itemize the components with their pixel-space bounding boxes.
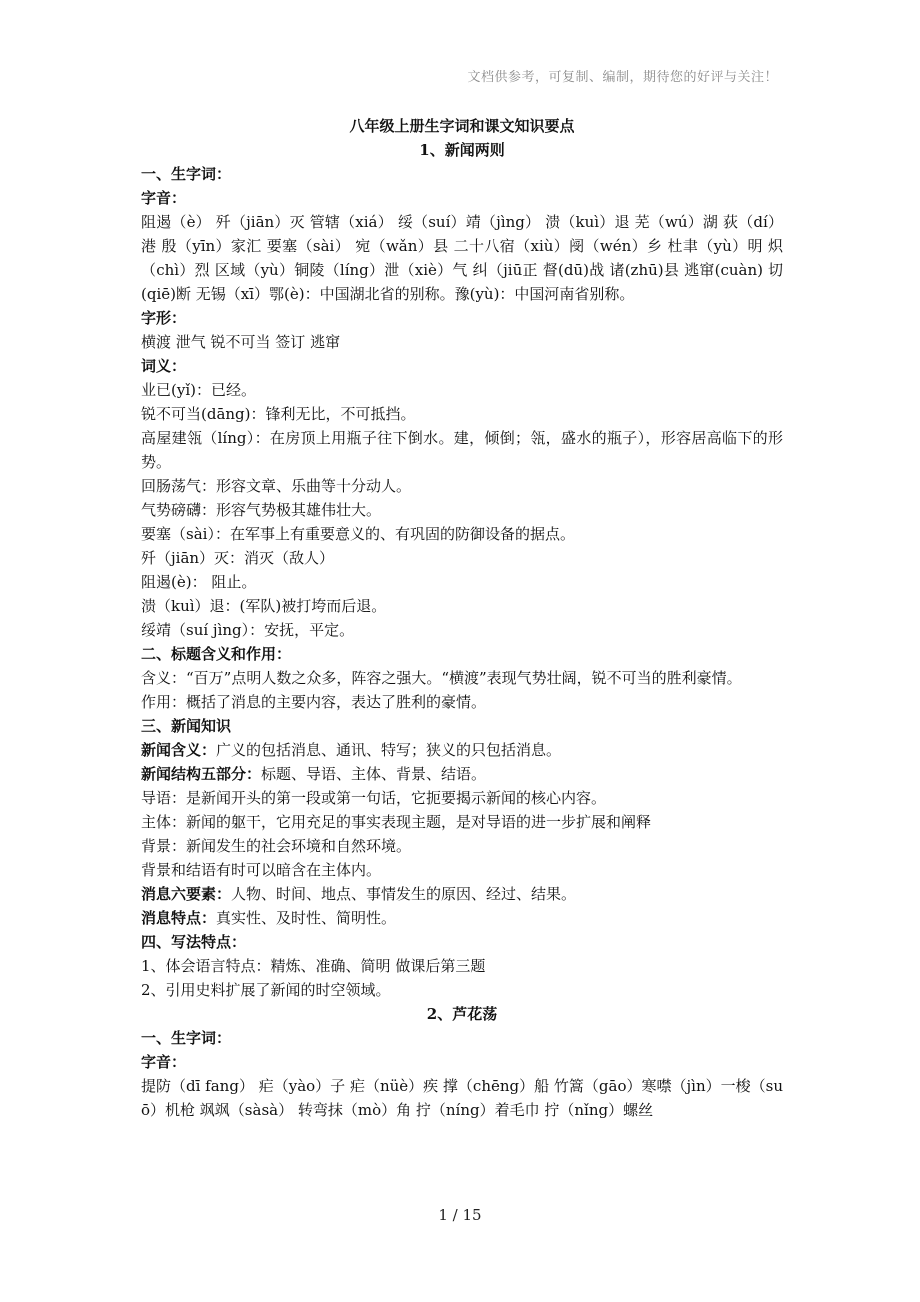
writing-item: 2、引用史料扩展了新闻的时空领域。 — [141, 981, 391, 999]
six-elements-text: 人物、时间、地点、事情发生的原因、经过、结果。 — [231, 885, 577, 903]
lesson1-vocab-heading: 一、生字词： — [141, 165, 232, 183]
header-note: 文档供参考，可复制、编制，期待您的好评与关注！ — [467, 70, 778, 85]
news-features — [141, 906, 783, 930]
lesson1-title-meaning-heading: 二、标题含义和作用： — [141, 645, 292, 663]
meaning-item: 溃（kuì）退：(军队)被打垮而后退。 — [141, 597, 387, 615]
lesson1-pronunciation-heading: 字音： — [141, 189, 187, 207]
news-features-text: 真实性、及时性、简明性。 — [216, 909, 397, 927]
news-item: 背景：新闻发生的社会环境和自然环境。 — [141, 837, 412, 855]
meaning-item: 阻遏(è)： 阻止。 — [141, 573, 257, 591]
title-meaning-item: 作用：概括了消息的主要内容，表达了胜利的豪情。 — [141, 693, 487, 711]
lesson2-pronunciation-text: 提防（dī fang） 疟（yào）子 疟（nüè）疾 撑（chēng）船 竹篙（gāo）寒噤（jìn）一梭（suō）机枪 飒飒（sàsà） 转弯抹（mò）角 拧（níng）着毛巾 拧（nǐng）螺丝 — [141, 1077, 783, 1119]
meaning-item: 绥靖（suí jìng）：安抚，平定。 — [141, 621, 355, 639]
news-structure — [141, 762, 783, 786]
lesson2-vocab-heading: 一、生字词： — [141, 1029, 232, 1047]
lesson2-title: 2、芦花荡 — [426, 1005, 498, 1023]
meaning-item: 回肠荡气：形容文章、乐曲等十分动人。 — [141, 477, 412, 495]
news-definition-label: 新闻含义： — [141, 741, 217, 759]
lesson1-writing-heading: 四、写法特点： — [141, 933, 247, 951]
news-definition — [141, 738, 783, 762]
lesson1-form-heading: 字形： — [141, 309, 187, 327]
lesson1-news-knowledge-heading: 三、新闻知识 — [141, 717, 232, 735]
meaning-item: 锐不可当(dāng)：锋利无比，不可抵挡。 — [141, 405, 416, 423]
news-item: 背景和结语有时可以暗含在主体内。 — [141, 861, 382, 879]
document-body — [141, 114, 783, 1122]
lesson1-title: 1、新闻两则 — [419, 141, 505, 159]
lesson1-form-text: 横渡 泄气 锐不可当 签订 逃窜 — [141, 333, 341, 351]
page-number: 1 / 15 — [438, 1206, 482, 1224]
lesson1-meaning-heading: 词义： — [141, 357, 187, 375]
writing-item: 1、体会语言特点：精炼、准确、简明 做课后第三题 — [141, 957, 486, 975]
lesson2-pronunciation-heading: 字音： — [141, 1053, 187, 1071]
meaning-item: 业已(yǐ)：已经。 — [141, 381, 256, 399]
news-definition-text: 广义的包括消息、通讯、特写；狭义的只包括消息。 — [216, 741, 562, 759]
title-meaning-item: 含义：“百万”点明人数之众多，阵容之强大。“横渡”表现气势壮阔，锐不可当的胜利豪情。 — [141, 669, 742, 687]
meaning-item: 要塞（sài）：在军事上有重要意义的、有巩固的防御设备的据点。 — [141, 525, 575, 543]
document-title: 八年级上册生字词和课文知识要点 — [349, 117, 575, 135]
six-elements — [141, 882, 783, 906]
meaning-item: 歼（jiān）灭：消灭（敌人） — [141, 549, 335, 567]
news-item: 导语：是新闻开头的第一段或第一句话，它扼要揭示新闻的核心内容。 — [141, 789, 607, 807]
lesson1-pronunciation-text: 阻遏（è） 歼（jiān）灭 管辖（xiá） 绥（suí）靖（jìng） 溃（kuì）退 芜（wú）湖 荻（dí）港 殷（yīn）家汇 要塞（sài） 宛（wǎn）县 二十八宿（xiù）阌（wén）乡 杜聿（yù）明 炽（chì）烈 区域（yù）铜陵（líng）泄（xiè）气 纠（jiū正 督(dū)战 诸(zhū)县 逃窜(cuàn) 切(qiē)断 无锡（xī）鄂(è)：中国湖北省的别称。豫(yù)：中国河南省别称。 — [141, 213, 783, 303]
news-structure-label: 新闻结构五部分： — [141, 765, 262, 783]
meaning-item: 高屋建瓴（líng）：在房顶上用瓶子往下倒水。建，倾倒；瓴，盛水的瓶子），形容居高临下的形势。 — [141, 429, 783, 471]
news-item: 主体：新闻的躯干，它用充足的事实表现主题，是对导语的进一步扩展和阐释 — [141, 813, 652, 831]
meaning-item: 气势磅礴：形容气势极其雄伟壮大。 — [141, 501, 382, 519]
news-features-label: 消息特点： — [141, 909, 217, 927]
six-elements-label: 消息六要素： — [141, 885, 232, 903]
news-structure-text: 标题、导语、主体、背景、结语。 — [261, 765, 487, 783]
